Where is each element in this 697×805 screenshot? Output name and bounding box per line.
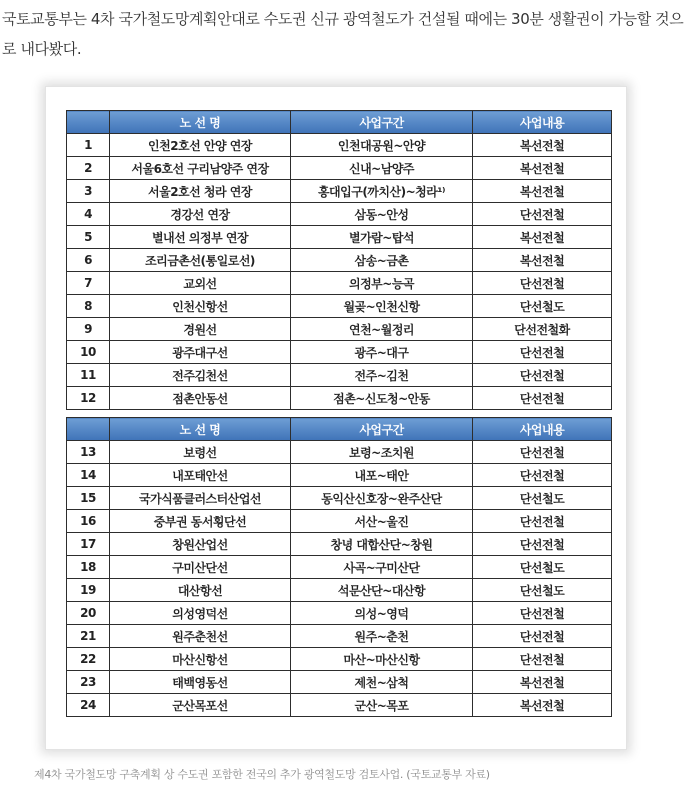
table-row <box>67 203 612 226</box>
cell-section: 동익산신호장~완주산단 <box>291 487 473 510</box>
cell-section: 월곶~인천신항 <box>291 295 473 318</box>
cell-route-name: 서울2호선 청라 연장 <box>110 180 291 203</box>
cell-number: 18 <box>67 556 110 579</box>
cell-route-name: 광주대구선 <box>110 341 291 364</box>
cell-project-type: 단선철도 <box>473 295 612 318</box>
cell-project-type: 단선전철 <box>473 203 612 226</box>
table-row <box>67 671 612 694</box>
table-header-row <box>67 111 612 134</box>
routes-table-part1 <box>66 110 612 410</box>
cell-number: 10 <box>67 341 110 364</box>
cell-route-name: 내포태안선 <box>110 464 291 487</box>
table-row <box>67 441 612 464</box>
table-row <box>67 272 612 295</box>
cell-section: 광주~대구 <box>291 341 473 364</box>
cell-project-type: 단선철도 <box>473 556 612 579</box>
cell-number: 9 <box>67 318 110 341</box>
table-row <box>67 579 612 602</box>
header-project-type: 사업내용 <box>473 418 612 441</box>
cell-section: 군산~목포 <box>291 694 473 717</box>
cell-route-name: 원주춘천선 <box>110 625 291 648</box>
cell-number: 12 <box>67 387 110 410</box>
cell-section: 마산~마산신항 <box>291 648 473 671</box>
cell-project-type: 단선철도 <box>473 579 612 602</box>
table-row <box>67 295 612 318</box>
cell-project-type: 단선전철 <box>473 648 612 671</box>
cell-route-name: 서울6호선 구리남양주 연장 <box>110 157 291 180</box>
cell-section: 삼동~안성 <box>291 203 473 226</box>
cell-number: 19 <box>67 579 110 602</box>
cell-project-type: 단선전철 <box>473 441 612 464</box>
table-row <box>67 556 612 579</box>
cell-project-type: 단선전철 <box>473 364 612 387</box>
table-row <box>67 180 612 203</box>
cell-number: 2 <box>67 157 110 180</box>
cell-project-type: 복선전철 <box>473 694 612 717</box>
image-caption: 제4차 국가철도망 구축계획 상 수도권 포함한 전국의 추가 광역철도망 검토사업. (국토교통부 자료) <box>34 768 490 781</box>
cell-route-name: 별내선 의정부 연장 <box>110 226 291 249</box>
cell-route-name: 창원산업선 <box>110 533 291 556</box>
cell-number: 24 <box>67 694 110 717</box>
header-section: 사업구간 <box>291 418 473 441</box>
cell-section: 삼송~금촌 <box>291 249 473 272</box>
cell-project-type: 단선전철화 <box>473 318 612 341</box>
cell-project-type: 복선전철 <box>473 180 612 203</box>
cell-section: 신내~남양주 <box>291 157 473 180</box>
table-row <box>67 134 612 157</box>
table-row <box>67 157 612 180</box>
cell-route-name: 태백영동선 <box>110 671 291 694</box>
cell-project-type: 복선전철 <box>473 671 612 694</box>
cell-number: 20 <box>67 602 110 625</box>
table-row <box>67 341 612 364</box>
cell-number: 6 <box>67 249 110 272</box>
cell-number: 5 <box>67 226 110 249</box>
cell-section: 의성~영덕 <box>291 602 473 625</box>
cell-section: 제천~삼척 <box>291 671 473 694</box>
cell-number: 21 <box>67 625 110 648</box>
cell-project-type: 단선전철 <box>473 341 612 364</box>
cell-route-name: 구미산단선 <box>110 556 291 579</box>
table-row <box>67 602 612 625</box>
cell-number: 4 <box>67 203 110 226</box>
cell-section: 홍대입구(까치산)~청라¹⁾ <box>291 180 473 203</box>
cell-project-type: 단선철도 <box>473 487 612 510</box>
cell-route-name: 인천신항선 <box>110 295 291 318</box>
table-row <box>67 510 612 533</box>
cell-section: 연천~월정리 <box>291 318 473 341</box>
cell-section: 의정부~능곡 <box>291 272 473 295</box>
header-route-name: 노 선 명 <box>110 418 291 441</box>
header-number <box>67 111 110 134</box>
cell-number: 15 <box>67 487 110 510</box>
table-row <box>67 487 612 510</box>
cell-route-name: 보령선 <box>110 441 291 464</box>
cell-project-type: 복선전철 <box>473 226 612 249</box>
cell-route-name: 국가식품클러스터산업선 <box>110 487 291 510</box>
cell-route-name: 점촌안동선 <box>110 387 291 410</box>
cell-project-type: 단선전철 <box>473 625 612 648</box>
cell-number: 11 <box>67 364 110 387</box>
cell-project-type: 단선전철 <box>473 464 612 487</box>
table-row <box>67 249 612 272</box>
cell-section: 원주~춘천 <box>291 625 473 648</box>
cell-project-type: 단선전철 <box>473 272 612 295</box>
routes-table-part2 <box>66 417 612 717</box>
table-row <box>67 625 612 648</box>
cell-number: 23 <box>67 671 110 694</box>
cell-route-name: 의성영덕선 <box>110 602 291 625</box>
cell-section: 창녕 대합산단~창원 <box>291 533 473 556</box>
cell-number: 22 <box>67 648 110 671</box>
cell-project-type: 복선전철 <box>473 157 612 180</box>
cell-number: 1 <box>67 134 110 157</box>
cell-project-type: 복선전철 <box>473 134 612 157</box>
cell-project-type: 단선전철 <box>473 510 612 533</box>
cell-number: 17 <box>67 533 110 556</box>
cell-project-type: 복선전철 <box>473 249 612 272</box>
cell-section: 사곡~구미산단 <box>291 556 473 579</box>
cell-section: 서산~울진 <box>291 510 473 533</box>
cell-number: 8 <box>67 295 110 318</box>
cell-section: 내포~태안 <box>291 464 473 487</box>
cell-route-name: 교외선 <box>110 272 291 295</box>
table-row <box>67 226 612 249</box>
table-header-row <box>67 418 612 441</box>
cell-route-name: 인천2호선 안양 연장 <box>110 134 291 157</box>
cell-route-name: 경강선 연장 <box>110 203 291 226</box>
cell-route-name: 마산신항선 <box>110 648 291 671</box>
cell-route-name: 경원선 <box>110 318 291 341</box>
header-route-name: 노 선 명 <box>110 111 291 134</box>
cell-section: 보령~조치원 <box>291 441 473 464</box>
table-row <box>67 648 612 671</box>
cell-route-name: 중부권 동서횡단선 <box>110 510 291 533</box>
table-row <box>67 387 612 410</box>
cell-number: 7 <box>67 272 110 295</box>
cell-section: 인천대공원~안양 <box>291 134 473 157</box>
cell-section: 별가람~탑석 <box>291 226 473 249</box>
cell-section: 석문산단~대산항 <box>291 579 473 602</box>
header-project-type: 사업내용 <box>473 111 612 134</box>
cell-number: 13 <box>67 441 110 464</box>
cell-route-name: 전주김천선 <box>110 364 291 387</box>
cell-project-type: 단선전철 <box>473 602 612 625</box>
cell-route-name: 군산목포선 <box>110 694 291 717</box>
table-image-frame <box>45 86 627 750</box>
table-row <box>67 464 612 487</box>
cell-number: 16 <box>67 510 110 533</box>
table-row <box>67 694 612 717</box>
cell-number: 3 <box>67 180 110 203</box>
cell-section: 점촌~신도청~안동 <box>291 387 473 410</box>
table-row <box>67 318 612 341</box>
header-number <box>67 418 110 441</box>
table-row <box>67 533 612 556</box>
cell-route-name: 조리금촌선(통일로선) <box>110 249 291 272</box>
cell-route-name: 대산항선 <box>110 579 291 602</box>
cell-section: 전주~김천 <box>291 364 473 387</box>
cell-project-type: 단선전철 <box>473 387 612 410</box>
article-intro-text: 국토교통부는 4차 국가철도망계획안대로 수도권 신규 광역철도가 건설될 때에는 30분 생활권이 가능할 것으로 내다봤다. <box>2 10 684 58</box>
table-row <box>67 364 612 387</box>
cell-project-type: 단선전철 <box>473 533 612 556</box>
header-section: 사업구간 <box>291 111 473 134</box>
cell-number: 14 <box>67 464 110 487</box>
